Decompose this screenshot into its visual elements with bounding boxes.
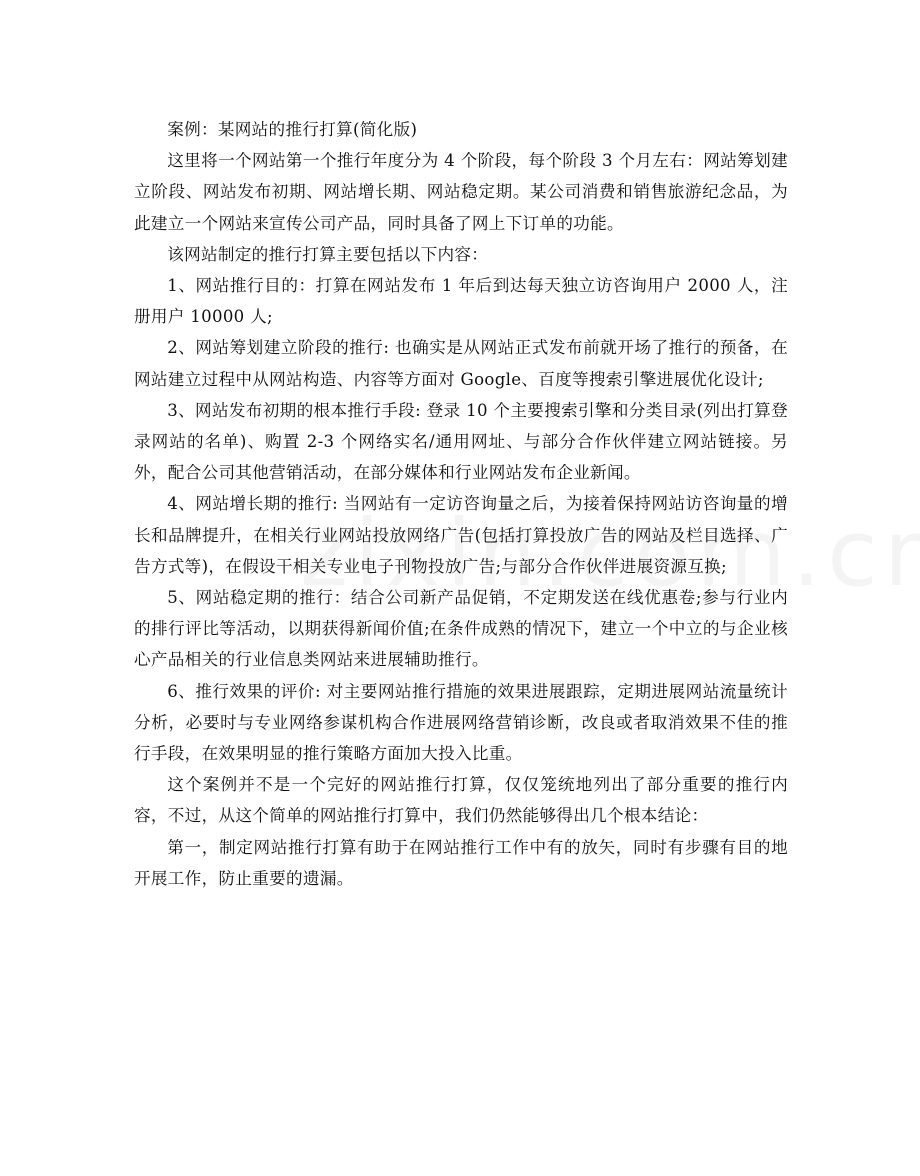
paragraph-conclusion-first: 第一，制定网站推行打算有助于在网站推行工作中有的放矢，同时有步骤有目的地开展工作，防止重要的遗漏。	[134, 837, 788, 888]
paragraph-item-1: 1、网站推行目的：打算在网站发布 1 年后到达每天独立访咨询用户 2000 人，注册用户 10000 人;	[134, 276, 788, 327]
paragraph-item-2: 2、网站筹划建立阶段的推行: 也确实是从网站正式发布前就开场了推行的预备，在网站建立过程中从网站构造、内容等方面对 Google、百度等搜索引擎进展优化设计;	[134, 338, 788, 389]
paragraph-title: 案例：某网站的推行打算(简化版)	[167, 120, 418, 139]
paragraph-conclusion-intro: 这个案例并不是一个完好的网站推行打算，仅仅笼统地列出了部分重要的推行内容，不过，从这个简单的网站推行打算中，我们仍然能够得出几个根本结论：	[134, 775, 788, 826]
paragraph-item-5: 5、网站稳定期的推行：结合公司新产品促销，不定期发送在线优惠卷;参与行业内的排行评比等活动，以期获得新闻价值;在条件成熟的情况下，建立一个中立的与企业核心产品相关的行业信息类网站来进展辅助推行。	[134, 588, 788, 670]
paragraph-item-4: 4、网站增长期的推行: 当网站有一定访咨询量之后，为接着保持网站访咨询量的增长和品牌提升，在相关行业网站投放网络广告(包括打算投放广告的网站及栏目选择、广告方式等)，在假设干相关专业电子刊物投放广告;与部分合作伙伴进展资源互换;	[134, 494, 788, 576]
paragraph-plan-summary: 该网站制定的推行打算主要包括以下内容：	[167, 244, 489, 264]
paragraph-item-6: 6、推行效果的评价: 对主要网站推行措施的效果进展跟踪，定期进展网站流量统计分析，必要时与专业网络参谋机构合作进展网络营销诊断，改良或者取消效果不佳的推行手段，在效果明显的推行策略方面加大投入比重。	[134, 681, 788, 764]
paragraph-intro: 这里将一个网站第一个推行年度分为 4 个阶段，每个阶段 3 个月左右：网站筹划建立阶段、网站发布初期、网站增长期、网站稳定期。某公司消费和销售旅游纪念品，为此建立一个网站来宣传公司产品，同时具备了网上下订单的功能。	[134, 151, 788, 233]
paragraph-item-3: 3、网站发布初期的根本推行手段: 登录 10 个主要搜索引擎和分类目录(列出打算登录网站的名单)、购置 2-3 个网络实名/通用网址、与部分合作伙伴建立网站链接。另外，配合公司其他营销活动，在部分媒体和行业网站发布企业新闻。	[134, 400, 788, 483]
document-body	[134, 114, 788, 894]
